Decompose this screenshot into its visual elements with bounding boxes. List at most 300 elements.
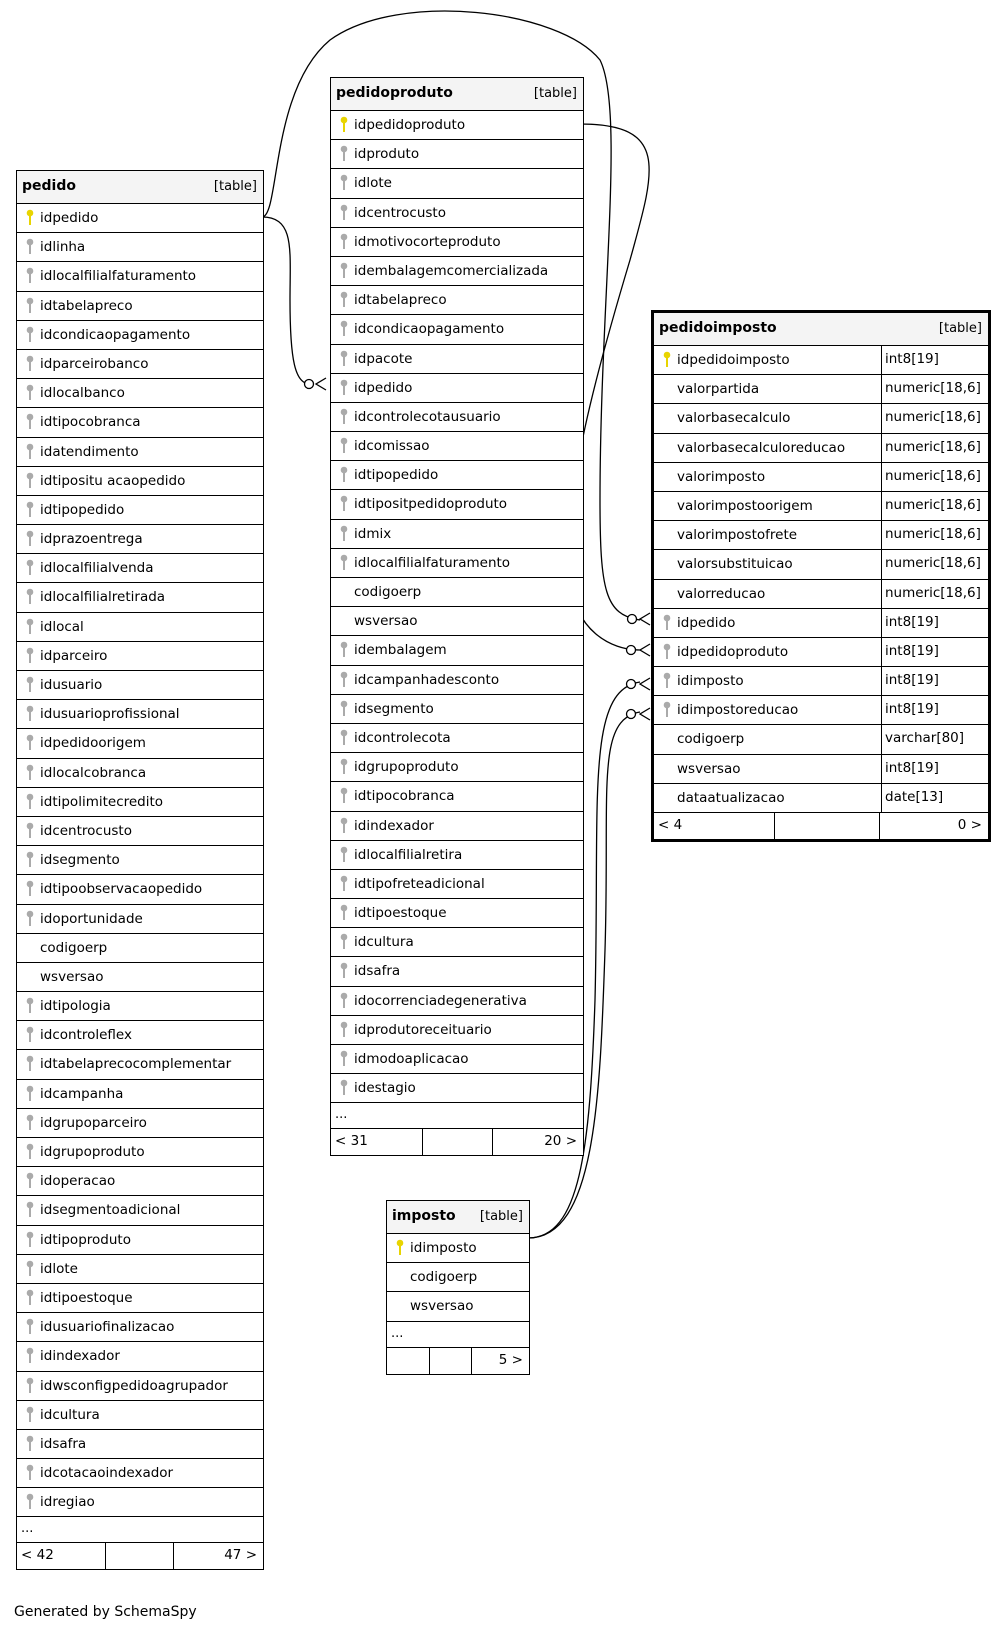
- column-name: idlocalfilialretira: [354, 846, 463, 863]
- foreign-key-icon: [25, 764, 35, 782]
- column-row[interactable]: [17, 817, 263, 846]
- column-row[interactable]: [331, 666, 583, 695]
- foreign-key-icon: [339, 262, 349, 280]
- table-footer: [331, 1129, 583, 1155]
- column-row[interactable]: [331, 228, 583, 257]
- foreign-key-icon: [25, 1260, 35, 1278]
- foreign-key-icon: [25, 1493, 35, 1511]
- parents-count[interactable]: < 4: [658, 817, 683, 833]
- foreign-key-icon: [339, 350, 349, 368]
- column-name: idimposto: [410, 1240, 477, 1256]
- foreign-key-icon: [25, 1435, 35, 1453]
- table-tag: [table]: [938, 321, 982, 336]
- column-type: int8[19]: [881, 755, 988, 783]
- table-name: imposto: [392, 1208, 456, 1224]
- column-row[interactable]: [331, 286, 583, 315]
- column-row[interactable]: [17, 1342, 263, 1371]
- column-name: idsegmentoadicional: [40, 1202, 181, 1219]
- column-name: idparceiro: [40, 647, 108, 664]
- column-row[interactable]: [17, 583, 263, 612]
- table-header: [654, 313, 988, 346]
- column-row[interactable]: [17, 1255, 263, 1284]
- column-type: varchar[80]: [881, 725, 988, 753]
- column-name: idtabelapreco: [354, 292, 447, 309]
- table-header: [387, 1201, 529, 1234]
- column-type: int8[19]: [881, 638, 988, 666]
- column-row[interactable]: [654, 784, 988, 813]
- foreign-key-icon: [25, 384, 35, 402]
- children-count[interactable]: 0 >: [957, 817, 982, 833]
- column-row[interactable]: [17, 642, 263, 671]
- foreign-key-icon: [25, 1114, 35, 1132]
- foreign-key-icon: [25, 472, 35, 490]
- column-type: numeric[18,6]: [881, 404, 988, 432]
- column-row[interactable]: [17, 1430, 263, 1459]
- table-name: pedidoimposto: [659, 320, 777, 336]
- column-list: [331, 111, 583, 1103]
- column-row[interactable]: [17, 321, 263, 350]
- table-name: pedidoproduto: [336, 85, 453, 101]
- foreign-key-icon: [339, 525, 349, 543]
- column-name: idtipologia: [40, 998, 111, 1015]
- column-name: idcultura: [354, 934, 414, 951]
- column-row[interactable]: [331, 111, 583, 140]
- column-row[interactable]: [654, 375, 988, 404]
- column-row[interactable]: [331, 782, 583, 811]
- column-name: idestagio: [354, 1080, 416, 1097]
- column-row[interactable]: [331, 578, 583, 607]
- foreign-key-icon: [339, 554, 349, 572]
- foreign-key-icon: [25, 238, 35, 256]
- column-row[interactable]: [17, 379, 263, 408]
- column-row[interactable]: [17, 671, 263, 700]
- column-row[interactable]: [331, 169, 583, 198]
- column-name: idcampanha: [40, 1085, 124, 1102]
- foreign-key-icon: [25, 1318, 35, 1336]
- column-row[interactable]: [331, 957, 583, 986]
- footer-divider: [774, 813, 775, 839]
- column-name: codigoerp: [410, 1269, 478, 1286]
- table-imposto[interactable]: [386, 1200, 530, 1375]
- column-row[interactable]: [17, 1459, 263, 1488]
- primary-key-icon: [395, 1239, 405, 1257]
- column-row[interactable]: [17, 262, 263, 291]
- column-row[interactable]: [331, 520, 583, 549]
- column-name: idtipocobranca: [354, 788, 455, 805]
- column-row[interactable]: [17, 613, 263, 642]
- column-name: valorimpostofrete: [677, 527, 798, 544]
- column-row[interactable]: [17, 700, 263, 729]
- foreign-key-icon: [25, 822, 35, 840]
- column-row[interactable]: [654, 404, 988, 433]
- table-footer: [654, 813, 988, 839]
- column-name: valorimposto: [677, 468, 766, 485]
- column-name: idgrupoproduto: [40, 1144, 145, 1160]
- column-row[interactable]: [331, 432, 583, 461]
- column-name: idsafra: [354, 963, 401, 980]
- foreign-key-icon: [25, 1143, 35, 1161]
- foreign-key-icon: [339, 233, 349, 251]
- foreign-key-icon: [662, 672, 672, 690]
- column-name: idtipoestoque: [354, 905, 447, 922]
- column-row[interactable]: [17, 233, 263, 262]
- more-columns[interactable]: ...: [387, 1322, 529, 1348]
- column-name: idregiao: [40, 1494, 95, 1511]
- foreign-key-icon: [25, 793, 35, 811]
- column-name: idoportunidade: [40, 910, 143, 927]
- foreign-key-icon: [25, 880, 35, 898]
- column-name: valorpartida: [677, 381, 760, 398]
- column-row[interactable]: [17, 1080, 263, 1109]
- foreign-key-icon: [339, 671, 349, 689]
- column-row[interactable]: [387, 1263, 529, 1292]
- table-footer: [17, 1543, 263, 1569]
- foreign-key-icon: [25, 1464, 35, 1482]
- column-name: idpedidoimposto: [677, 352, 790, 368]
- column-row[interactable]: [331, 1045, 583, 1074]
- column-row[interactable]: [654, 580, 988, 609]
- table-tag: [table]: [479, 1209, 523, 1224]
- column-name: valorreducao: [677, 585, 766, 602]
- column-name: idlocalcobranca: [40, 764, 147, 781]
- column-name: idindexador: [354, 817, 434, 834]
- column-row[interactable]: [654, 696, 988, 725]
- column-row[interactable]: [654, 725, 988, 754]
- column-name: idcontroleflex: [40, 1027, 132, 1044]
- column-row[interactable]: [331, 724, 583, 753]
- column-name: idcontrolecotausuario: [354, 408, 501, 425]
- column-row[interactable]: [654, 550, 988, 579]
- foreign-key-icon: [25, 1377, 35, 1395]
- column-name: idusuariofinalizacao: [40, 1319, 175, 1336]
- column-name: idcomissao: [354, 438, 430, 455]
- column-name: idusuario: [40, 677, 103, 693]
- foreign-key-icon: [339, 1021, 349, 1039]
- primary-key-icon: [339, 116, 349, 134]
- column-row[interactable]: [331, 140, 583, 169]
- column-row[interactable]: [17, 788, 263, 817]
- foreign-key-icon: [25, 618, 35, 636]
- column-name: idembalagemcomercializada: [354, 262, 549, 279]
- table-header: [17, 171, 263, 204]
- column-row[interactable]: [654, 346, 988, 375]
- column-row[interactable]: [17, 350, 263, 379]
- foreign-key-icon: [339, 933, 349, 951]
- foreign-key-icon: [25, 997, 35, 1015]
- column-name: idtipofreteadicional: [354, 875, 485, 892]
- foreign-key-icon: [662, 614, 672, 632]
- foreign-key-icon: [339, 291, 349, 309]
- footer-divider: [173, 1543, 174, 1569]
- column-type: numeric[18,6]: [881, 375, 988, 403]
- foreign-key-icon: [25, 1085, 35, 1103]
- column-name: idlocalfilialfaturamento: [354, 554, 511, 571]
- column-row[interactable]: [17, 934, 263, 963]
- footer-divider: [422, 1129, 423, 1155]
- foreign-key-icon: [339, 641, 349, 659]
- column-name: idcentrocusto: [40, 822, 132, 839]
- foreign-key-icon: [339, 379, 349, 397]
- column-row[interactable]: [654, 667, 988, 696]
- foreign-key-icon: [25, 588, 35, 606]
- column-name: idcotacaoindexador: [40, 1465, 174, 1482]
- column-name: codigoerp: [354, 584, 422, 600]
- column-name: idcultura: [40, 1406, 100, 1423]
- footer-divider: [492, 1129, 493, 1155]
- column-row[interactable]: [654, 434, 988, 463]
- column-name: idprodutoreceituario: [354, 1021, 492, 1038]
- column-row[interactable]: [331, 928, 583, 957]
- column-row[interactable]: [654, 755, 988, 784]
- footer-divider: [429, 1348, 430, 1374]
- more-columns[interactable]: ...: [17, 1517, 263, 1543]
- column-name: idcampanhadesconto: [354, 671, 500, 688]
- foreign-key-icon: [25, 1347, 35, 1365]
- column-name: idimposto: [677, 673, 744, 690]
- column-row[interactable]: [17, 554, 263, 583]
- column-name: idtipocobranca: [40, 414, 141, 431]
- foreign-key-icon: [25, 501, 35, 519]
- column-name: idlinha: [40, 239, 86, 256]
- column-row[interactable]: [331, 199, 583, 228]
- footer-divider: [471, 1348, 472, 1374]
- column-name: idtipositpedidoproduto: [354, 496, 508, 513]
- column-name: idpedidoorigem: [40, 735, 146, 752]
- column-name: wsversao: [677, 760, 741, 777]
- column-type: int8[19]: [881, 346, 988, 374]
- more-columns[interactable]: ...: [331, 1103, 583, 1129]
- column-row[interactable]: [17, 1313, 263, 1342]
- foreign-key-icon: [339, 729, 349, 747]
- column-name: idpacote: [354, 350, 413, 367]
- column-row[interactable]: [654, 492, 988, 521]
- column-name: idcondicaopagamento: [40, 326, 191, 343]
- column-row[interactable]: [17, 1196, 263, 1225]
- foreign-key-icon: [25, 443, 35, 461]
- column-name: idlocalbanco: [40, 385, 125, 402]
- foreign-key-icon: [339, 174, 349, 192]
- column-name: idtipoproduto: [40, 1231, 131, 1248]
- column-name: idlocalfilialvenda: [40, 560, 154, 577]
- foreign-key-icon: [339, 320, 349, 338]
- column-name: idgrupoparceiro: [40, 1114, 147, 1131]
- column-type: numeric[18,6]: [881, 521, 988, 549]
- column-row[interactable]: [331, 841, 583, 870]
- column-row[interactable]: [331, 461, 583, 490]
- column-name: idcontrolecota: [354, 729, 451, 746]
- column-row[interactable]: [17, 1372, 263, 1401]
- table-footer: [387, 1348, 529, 1374]
- parents-count[interactable]: < 42: [21, 1547, 54, 1564]
- column-name: idtabelapreco: [40, 297, 133, 314]
- foreign-key-icon: [662, 701, 672, 719]
- column-row[interactable]: [17, 496, 263, 525]
- foreign-key-icon: [662, 643, 672, 661]
- column-name: idlocalfilialfaturamento: [40, 268, 197, 285]
- column-row[interactable]: [331, 870, 583, 899]
- foreign-key-icon: [25, 1289, 35, 1307]
- column-list: [17, 204, 263, 1517]
- column-row[interactable]: [17, 1226, 263, 1255]
- foreign-key-icon: [339, 787, 349, 805]
- column-row[interactable]: [17, 1488, 263, 1517]
- column-row[interactable]: [331, 812, 583, 841]
- column-row[interactable]: [17, 875, 263, 904]
- column-name: idmix: [354, 525, 392, 542]
- column-row[interactable]: [654, 609, 988, 638]
- column-name: idsafra: [40, 1435, 87, 1452]
- table-pedidoproduto[interactable]: [330, 77, 584, 1156]
- column-row[interactable]: [331, 315, 583, 344]
- column-name: valorimpostoorigem: [677, 497, 813, 514]
- foreign-key-icon: [339, 758, 349, 776]
- footer-divider: [105, 1543, 106, 1569]
- column-name: idgrupoproduto: [354, 759, 459, 776]
- foreign-key-icon: [339, 145, 349, 163]
- column-row[interactable]: [387, 1292, 529, 1321]
- children-count[interactable]: 20 >: [544, 1133, 577, 1150]
- column-row[interactable]: [331, 257, 583, 286]
- foreign-key-icon: [339, 700, 349, 718]
- column-type: numeric[18,6]: [881, 550, 988, 578]
- foreign-key-icon: [25, 1055, 35, 1073]
- column-row[interactable]: [17, 408, 263, 437]
- column-row[interactable]: [17, 467, 263, 496]
- column-name: idpedido: [40, 210, 99, 226]
- column-row[interactable]: [17, 1284, 263, 1313]
- column-list: [654, 346, 988, 813]
- foreign-key-icon: [339, 495, 349, 513]
- column-name: idatendimento: [40, 443, 139, 460]
- foreign-key-icon: [339, 846, 349, 864]
- column-name: valorbasecalculo: [677, 410, 791, 427]
- column-row[interactable]: [17, 759, 263, 788]
- column-row[interactable]: [17, 846, 263, 875]
- column-row[interactable]: [331, 695, 583, 724]
- children-count[interactable]: 5 >: [498, 1351, 523, 1368]
- column-name: idtipopedido: [354, 467, 439, 484]
- column-name: idlocalfilialretirada: [40, 589, 166, 606]
- foreign-key-icon: [25, 1201, 35, 1219]
- column-list: [387, 1234, 529, 1322]
- column-row[interactable]: [17, 1021, 263, 1050]
- column-name: idlocal: [40, 618, 84, 635]
- column-row[interactable]: [17, 1050, 263, 1079]
- column-row[interactable]: [331, 490, 583, 519]
- primary-key-icon: [25, 209, 35, 227]
- column-row[interactable]: [17, 1401, 263, 1430]
- column-row[interactable]: [654, 463, 988, 492]
- foreign-key-icon: [339, 904, 349, 922]
- foreign-key-icon: [25, 647, 35, 665]
- foreign-key-icon: [339, 817, 349, 835]
- column-row[interactable]: [331, 1016, 583, 1045]
- column-row[interactable]: [17, 1138, 263, 1167]
- table-pedido[interactable]: [16, 170, 264, 1570]
- column-name: wsversao: [40, 968, 104, 985]
- column-row[interactable]: [654, 521, 988, 550]
- column-name: codigoerp: [40, 939, 108, 956]
- column-type: numeric[18,6]: [881, 580, 988, 608]
- column-row[interactable]: [17, 525, 263, 554]
- primary-key-icon: [662, 351, 672, 369]
- column-row[interactable]: [331, 374, 583, 403]
- column-row[interactable]: [331, 345, 583, 374]
- foreign-key-icon: [339, 962, 349, 980]
- column-name: wsversao: [354, 613, 418, 630]
- column-row[interactable]: [331, 753, 583, 782]
- column-row[interactable]: [654, 638, 988, 667]
- column-row[interactable]: [17, 963, 263, 992]
- column-row[interactable]: [17, 992, 263, 1021]
- column-name: dataatualizacao: [677, 789, 785, 806]
- column-row[interactable]: [17, 905, 263, 934]
- column-name: idtipopedido: [40, 501, 125, 518]
- column-row[interactable]: [17, 438, 263, 467]
- foreign-key-icon: [339, 875, 349, 893]
- column-row[interactable]: [331, 636, 583, 665]
- column-row[interactable]: [17, 204, 263, 233]
- table-header: [331, 78, 583, 111]
- foreign-key-icon: [25, 851, 35, 869]
- column-name: idoperacao: [40, 1173, 116, 1190]
- foreign-key-icon: [25, 267, 35, 285]
- column-row[interactable]: [331, 987, 583, 1016]
- children-count[interactable]: 47 >: [224, 1547, 257, 1564]
- column-row[interactable]: [331, 403, 583, 432]
- column-name: idtipoestoque: [40, 1289, 133, 1306]
- parents-count[interactable]: < 31: [335, 1133, 368, 1150]
- foreign-key-icon: [25, 297, 35, 315]
- column-row[interactable]: [17, 1167, 263, 1196]
- foreign-key-icon: [339, 204, 349, 222]
- column-row[interactable]: [17, 292, 263, 321]
- column-name: idsegmento: [354, 700, 434, 717]
- column-name: idparceirobanco: [40, 355, 149, 372]
- column-row[interactable]: [17, 729, 263, 758]
- column-row[interactable]: [331, 899, 583, 928]
- foreign-key-icon: [25, 326, 35, 344]
- column-type: int8[19]: [881, 667, 988, 695]
- column-name: idlote: [40, 1260, 78, 1277]
- foreign-key-icon: [25, 1172, 35, 1190]
- column-row[interactable]: [331, 607, 583, 636]
- column-name: idmotivocorteproduto: [354, 233, 501, 250]
- table-pedidoimposto[interactable]: [651, 310, 991, 842]
- column-type: numeric[18,6]: [881, 492, 988, 520]
- foreign-key-icon: [25, 1406, 35, 1424]
- foreign-key-icon: [25, 1231, 35, 1249]
- column-row[interactable]: [331, 549, 583, 578]
- column-name: idindexador: [40, 1348, 120, 1365]
- column-name: idpedido: [677, 614, 736, 631]
- column-row[interactable]: [331, 1074, 583, 1103]
- column-name: idtabelaprecocomplementar: [40, 1056, 232, 1073]
- column-name: idtipolimitecredito: [40, 793, 164, 810]
- foreign-key-icon: [339, 1050, 349, 1068]
- column-name: idtipositu acaopedido: [40, 472, 186, 489]
- column-name: valorsubstituicao: [677, 556, 793, 573]
- column-row[interactable]: [387, 1234, 529, 1263]
- foreign-key-icon: [339, 408, 349, 426]
- column-name: idpedidoproduto: [677, 643, 789, 660]
- column-name: idsegmento: [40, 852, 120, 869]
- foreign-key-icon: [25, 705, 35, 723]
- foreign-key-icon: [25, 355, 35, 373]
- table-tag: [table]: [533, 86, 577, 101]
- column-row[interactable]: [17, 1109, 263, 1138]
- column-type: numeric[18,6]: [881, 463, 988, 491]
